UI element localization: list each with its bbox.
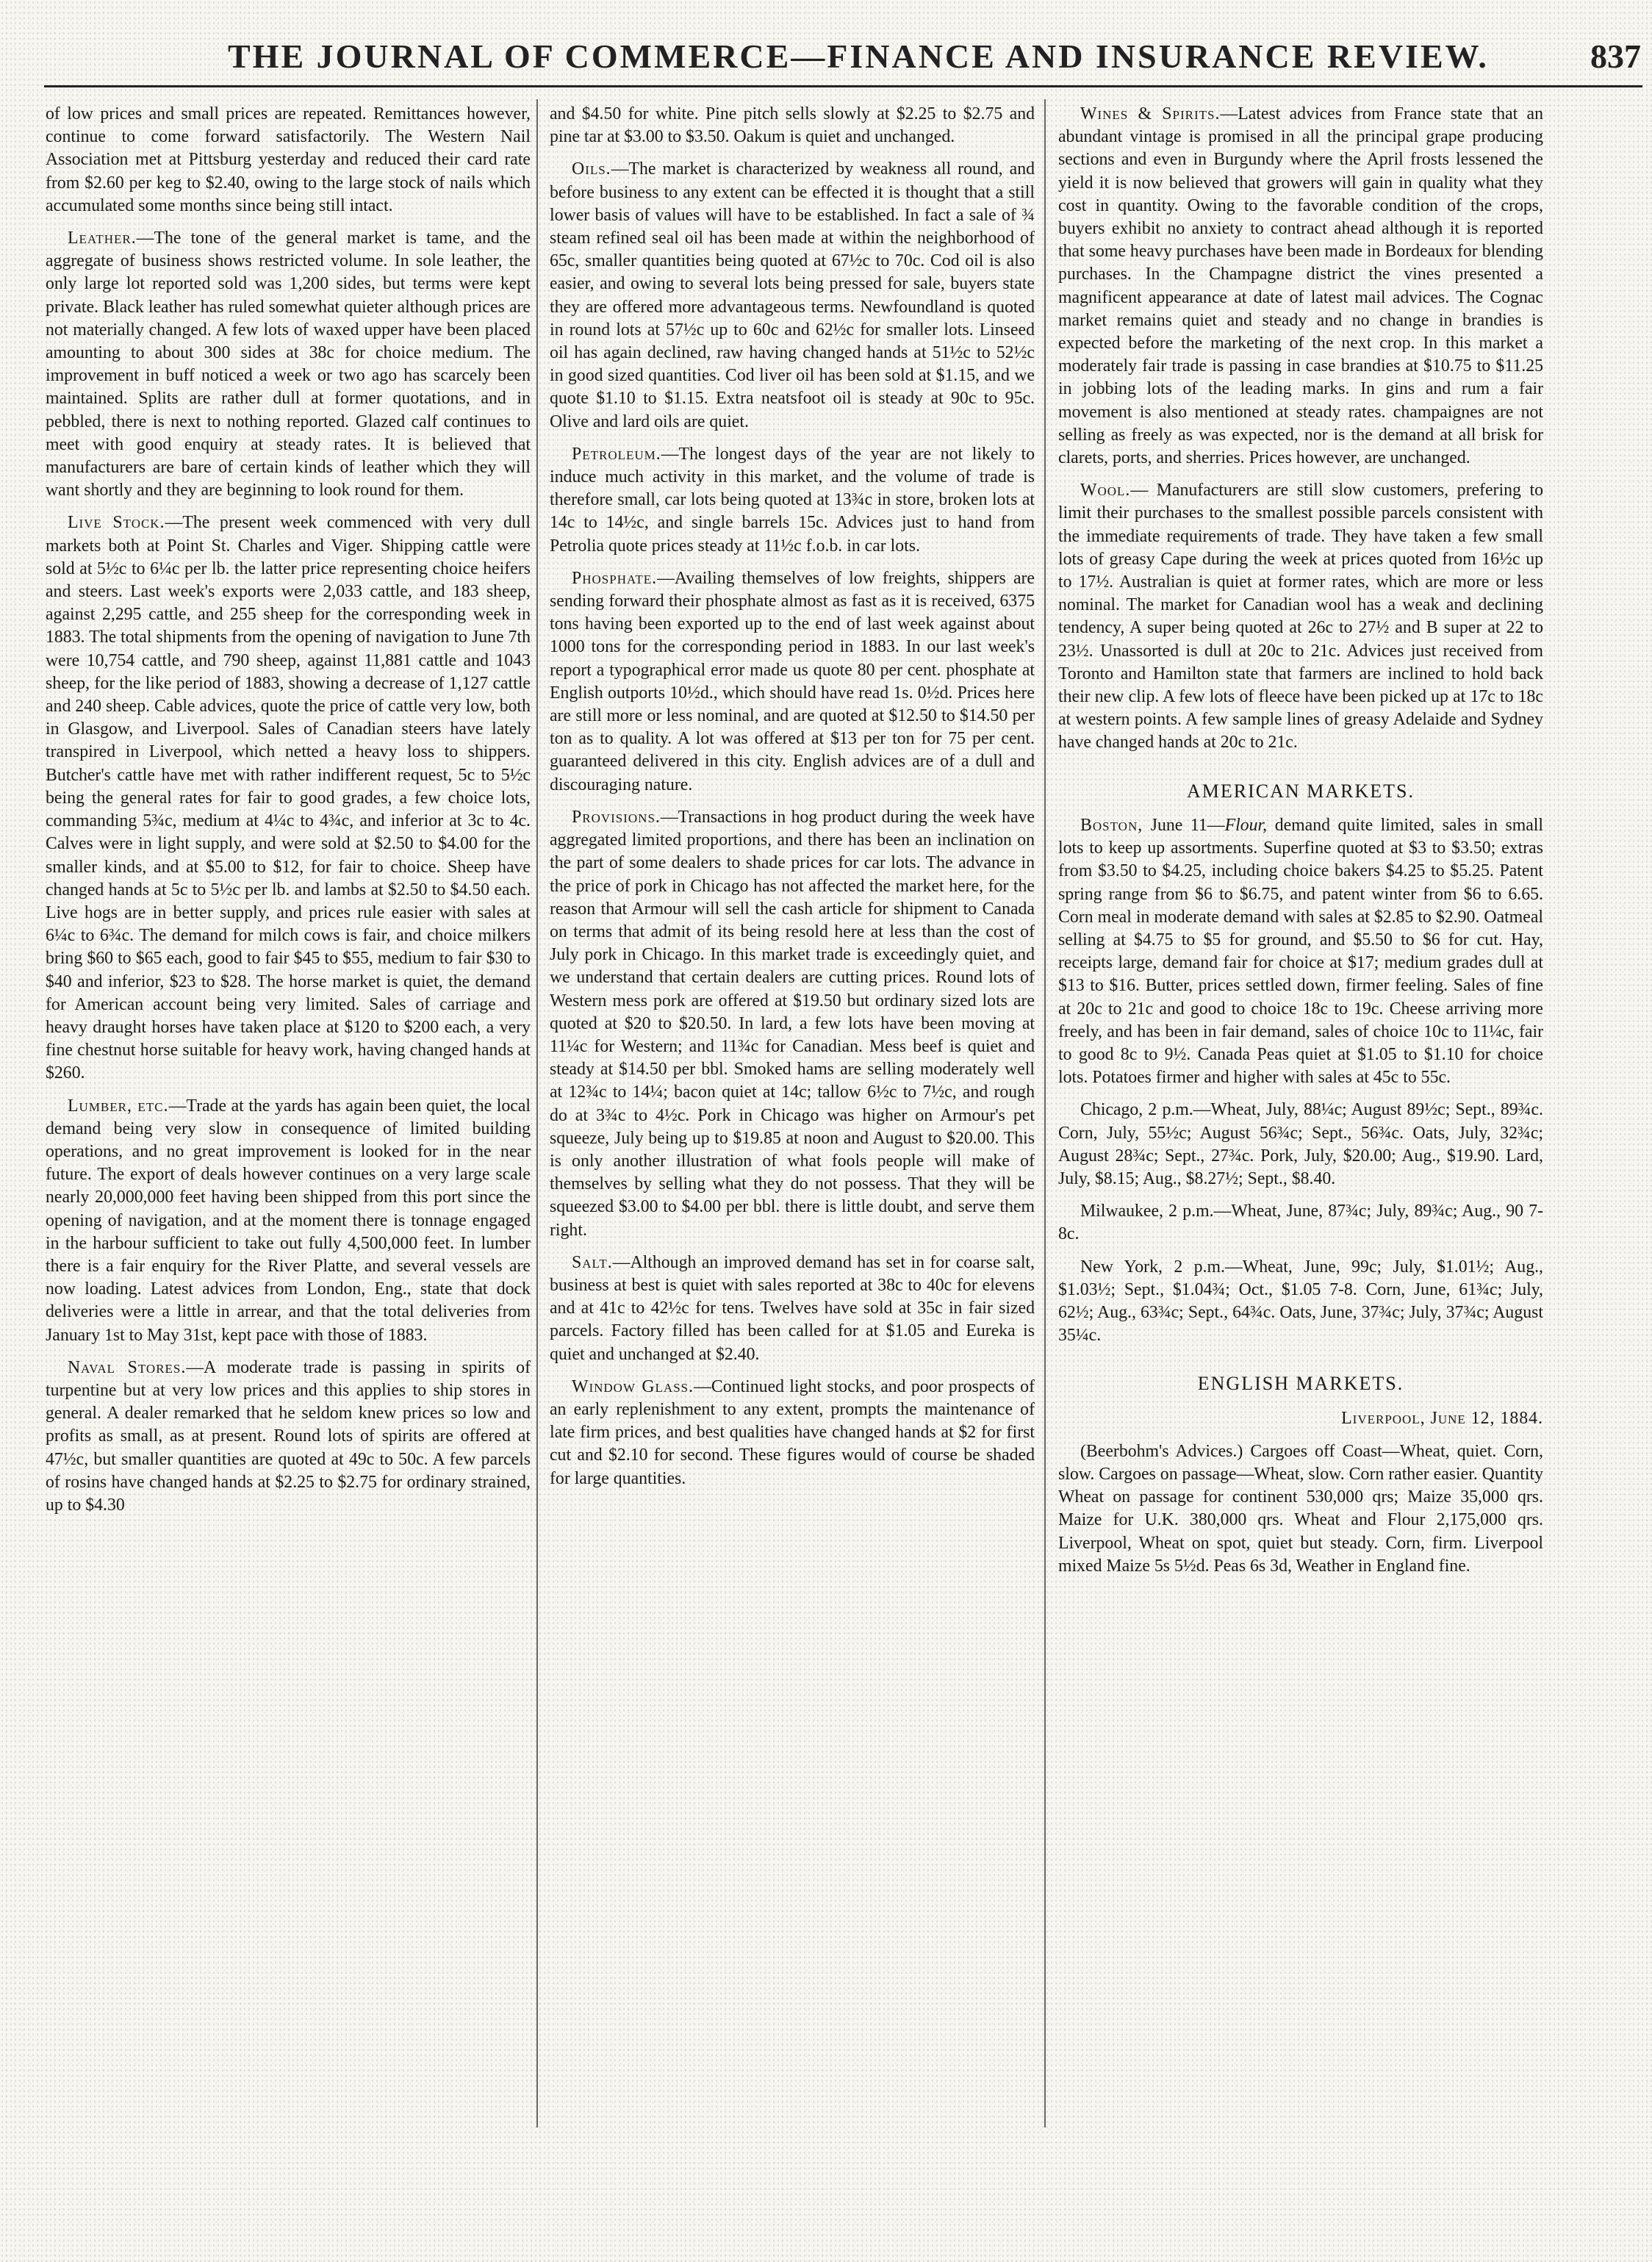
article-body: — Manufacturers are still slow customers, prefering to limit their purchases to the smallest possible parcels consistent with the immediate requirements of trade. They have taken a few small lots of greasy Cape during the week at prices quoted from 16½c up to 17½. Australian is quiet at former rates, which are more or less nominal. The market for Canadian wool has a weak and declining tendency, A super being quoted at 26c to 27½ and B super at 22 to 23½. Unassorted is dull at 20c to 21c. Advices just received from Toronto and Hamilton state that farmers are inclined to hold back their new clip. A few lots of fleece have been picked up at 17c to 18c at western points. A few sample lines of greasy Adelaide and Sydney have changed hands at 20c to 21c. xyxy=(1058,481,1543,753)
section-heading: Live Stock. xyxy=(68,513,165,533)
american-markets-title: AMERICAN MARKETS. xyxy=(1187,780,1415,802)
market-liverpool: (Beerbohm's Advices.) Cargoes off Coast—Wheat, quiet. Corn, slow. Cargoes on passage—Wheat, slow. Corn rather easier. Quantity Wheat on passage for continent 530,000 qrs; Maize 35,000 qrs. Maize for U.K. 380,000 qrs. Wheat and Flour 2,175,000 qrs. Liverpool, Wheat on spot, quiet but steady. Corn, firm. Liverpool mixed Maize 5s 5½d. Peas 6s 3d, Weather in England fine. xyxy=(1058,1441,1543,1576)
section-heading: Window Glass. xyxy=(572,1376,694,1396)
article-continuation: of low prices and small prices are repeated. Remittances however, continue to come forward satisfactorily. The Western Nail Association met at Pittsburg yesterday and reduced their card rate from $2.60 per keg to $2.40, owing to the large stock of nails which accumulated some months since being still intact. xyxy=(46,104,531,215)
section-heading: Salt. xyxy=(572,1252,613,1272)
article-salt xyxy=(550,1252,1035,1366)
section-heading: Phosphate. xyxy=(572,568,658,588)
market-new-york: New York, 2 p.m.—Wheat, June, 99c; July, $1.01½; Aug., $1.03½; Sept., $1.04¾; Oct., $1.05 7-8. Corn, June, 61¾c; July, 62½; Aug., 63¾c; Sept., 64¾c. Oats, June, 37¾c; July, 37¾c; August 35¼c. xyxy=(1058,1257,1543,1346)
article-body: —The longest days of the year are not likely to induce much activity in this market, and the volume of trade is therefore small, car lots being quoted at 13¾c in store, broken lots at 14c to 14½c, and single barrels 15c. Advices just to hand from Petrolia quote prices steady at 11½c f.o.b. in car lots. xyxy=(550,444,1035,556)
commodity-label: Flour, xyxy=(1224,815,1268,835)
article-body: demand quite limited, sales in small lots to keep up assortments. Superfine quoted at $3 to $3.50; extras from $3.50 to $4.25, including choice bakers $4.25 to $5.25. Patent spring range from $6 to $6.75, and patent winter from $6 to 6.65. Corn meal in moderate demand with sales at $2.85 to $2.90. Oatmeal selling at $4.75 to $5 for ground, and $5.50 to $6 for cut. Hay, receipts large, demand fair for choice at $17; medium grades dull at $13 to $16. Butter, prices settled down, firmer feeling. Sales of fine at 20c to 21c and good to choice 18c to 19c. Cheese arriving more freely, and has been in fair demand, sales of choice 10c to 11¼c, fair to good 8c to 9½. Canada Peas quiet at $1.05 to $1.10 for choice lots. Potatoes firmer and higher with sales at 45c to 55c. xyxy=(1058,815,1543,1088)
english-markets-title: ENGLISH MARKETS. xyxy=(1197,1373,1404,1395)
section-heading: Wool. xyxy=(1080,481,1131,500)
article-provisions xyxy=(550,806,1035,1242)
section-heading: Wines & Spirits. xyxy=(1080,104,1221,123)
section-heading: Naval Stores. xyxy=(68,1357,187,1377)
article-phosphate xyxy=(550,567,1035,797)
report-date: June 11— xyxy=(1150,815,1225,835)
article-wines-spirits xyxy=(1058,103,1543,470)
section-heading: Lumber, etc. xyxy=(68,1096,169,1116)
article-window-glass xyxy=(550,1376,1035,1490)
article-body: —Transactions in hog product during the week have aggregated limited proportions, and there has been an inclination on the part of some dealers to shade prices for car lots. The advance in the price of pork in Chicago has not affected the market here, for the reason that Armour will sell the cash article for shipment to Canada on terms that admit of its being resold here at less than the cost of July pork in Chicago. In this market trade is exceedingly quiet, and we understand that certain dealers are cutting prices. Round lots of Western mess pork are offered at $19.50 but ordinary sized lots are quoted at $20 to $20.50. In lard, a few lots have been moving at 11¼c for Western; and 11¾c for Canadian. Mess beef is quiet and steady at $14.50 per bbl. Smoked hams are selling moderately well at 12¾c to 14¼; bacon quiet at 14c; tallow 6½c to 7½c, and rough do at 3¾c to 4½c. Pork in Chicago was higher on Armour's pet squeeze, July being up to $19.85 at noon and August to $20.00. This is only another illustration of what fools people will make of themselves by selling what they do not possess. That they will be squeezed $3.00 to $4.00 per bbl. there is little doubt, and serve them right. xyxy=(550,807,1035,1240)
article-body: —Latest advices from France state that an abundant vintage is promised in all the principal grape producing sections and even in Burgundy where the April frosts lessened the yield it is now believed that growers will gain in quality what they cost in quantity. Owing to the favorable condition of the crops, buyers exhibit no anxiety to contract ahead although it is reported that some heavy purchases have been made in Bordeaux for blending purchases. In the Champagne district the vines presented a magnificent appearance at date of latest mail advices. The Cognac market remains quiet and steady and no change in brandies is expected before the marketing of the next crop. In this market a moderately fair trade is passing in case brandies at $10.75 to $11.25 in jobbing lots of the leading marks. In gins and rum a fair movement is also mentioned at steady rates. champaignes are not selling as freely as was expected, nor is the demand at all brisk for clarets, ports, and sherries. Prices however, are unchanged. xyxy=(1058,104,1543,468)
article-naval-stores xyxy=(46,1357,531,1517)
column-3 xyxy=(1058,103,1543,2146)
running-title: THE JOURNAL OF COMMERCE—FINANCE AND INSURANCE REVIEW. xyxy=(228,37,1489,75)
section-heading: Leather. xyxy=(68,229,137,248)
article-body: —The tone of the general market is tame, and the aggregate of business shows restricted volume. In sole leather, the only large lot reported sold was 1,200 sides, but terms were kept private. Black leather has ruled somewhat quieter although prices are not materially changed. A few lots of waxed upper have been placed amounting to about 300 sides at 38c for choice medium. The improvement in buff noticed a week or two ago has scarcely been maintained. Splits are rather dull at former quotations, and in pebbled, there is next to nothing reported. Glazed calf continues to meet with good enquiry at steady rates. It is believed that manufacturers are bare of certain kinds of leather which they will want shortly and they are beginning to look round for them. xyxy=(46,229,531,500)
article-body: —Availing themselves of low freights, shippers are sending forward their phosphate almost as fast as it is received, 6375 tons having been exported up to the end of last week against about 1000 tons for the corresponding period in 1883. In our last week's report a typographical error made us quote 80 per cent. phosphate at English outports 10½d., which should have read 1s. 0½d. Prices here are still more or less nominal, and are quoted at $12.50 to $14.50 per ton as to quality. A lot was offered at $13 per ton for 75 per cent. guaranteed delivered in this city. English advices are of a dull and discouraging nature. xyxy=(550,568,1035,794)
article-body: —The present week commenced with very dull markets both at Point St. Charles and Viger. Shipping cattle were sold at 5½c to 6¼c per lb. the latter price representing choice heifers and steers. Last week's exports were 2,033 cattle, and 183 sheep, against 2,295 cattle, and 255 sheep for the corresponding week in 1883. The total shipments from the opening of navigation to June 7th were 10,754 cattle, and 790 sheep, against 11,881 cattle and 1043 sheep, for the like period of 1883, showing a decrease of 1,127 cattle and 240 sheep. Cable advices, quote the price of cattle very low, both in Glasgow, and Liverpool. Sales of Canadian steers have lately transpired in Liverpool, which netted a heavy loss to shippers. Butcher's cattle have met with rather indifferent request, 5c to 5½c being the general rates for fair to good grades, a few choice lots, commanding 5¾c, medium at 4¼c to 4¾c, and inferior at 3c to 4c. Calves were in light supply, and were sold at $2.50 to $4.00 for the smaller kinds, and at $5.00 to $12, for fair to choice. Sheep have changed hands at 5c to 5½c per lb. and lambs at $2.50 to $4.50 each. Live hogs are in better supply, and prices rule easier with sales at 6¼c to 6¾c. The demand for milch cows is fair, and choice milkers bring $60 to $65 each, good to fair $45 to $55, medium to fair $30 to $40 and inferior, $23 to $28. The horse market is quiet, the demand for American account being very limited. Sales of carriage and heavy draught horses have taken place at $120 to $200 each, a very fine chestnut horse suitable for heavy work, having changed hands at $260. xyxy=(46,513,531,1083)
column-1 xyxy=(46,103,531,2146)
section-heading: Petroleum. xyxy=(572,444,661,464)
article-live-stock xyxy=(46,511,531,1085)
section-heading: Oils. xyxy=(572,159,611,179)
article-oils xyxy=(550,158,1035,433)
article-wool xyxy=(1058,479,1543,754)
market-milwaukee: Milwaukee, 2 p.m.—Wheat, June, 87¾c; July, 89¾c; Aug., 90 7-8c. xyxy=(1058,1202,1543,1244)
city-heading: Boston, xyxy=(1080,815,1143,835)
liverpool-dateline: Liverpool, June 12, 1884. xyxy=(1341,1408,1543,1428)
article-continuation: and $4.50 for white. Pine pitch sells slowly at $2.25 to $2.75 and pine tar at $3.00 to $3.50. Oakum is quiet and unchanged. xyxy=(550,104,1035,147)
article-body: —Continued light stocks, and poor prospects of an early replenishment to any extent, prompts the maintenance of late firm prices, and best qualities have changed hands at $2 for first cut and $2.10 for second. These figures would of course be shaded for large quantities. xyxy=(550,1376,1035,1488)
article-lumber xyxy=(46,1095,531,1347)
article-body: —The market is characterized by weakness all round, and before business to any extent can be effected it is thought that a still lower basis of values will have to be established. In fact a sale of ¾ steam refined seal oil has been made at within the neighborhood of 65c, smaller quantities being quoted at 67½c to 70c. Cod oil is also easier, and owing to several lots being pressed for sale, buyers state they are offered more advantageous terms. Newfoundland is quoted in round lots at 57½c up to 60c and 62½c for smaller lots. Linseed oil has again declined, raw having changed hands at 51½c to 52½c in good sized quantities. Cod liver oil has been sold at $1.15, and we quote $1.10 to $1.15. Extra neatsfoot oil is steady at 90c to 95c. Olive and lard oils are quiet. xyxy=(550,159,1035,431)
market-boston xyxy=(1058,814,1543,1089)
article-body: —Trade at the yards has again been quiet, the local demand being very slow in consequence of limited building operations, and no great improvement is looked for in the near future. The export of deals however continues on a very large scale nearly 20,000,000 feet having been shipped from this port since the opening of navigation, and at the moment there is tonnage engaged in the harbour sufficient to take out fully 4,500,000 feet. In lumber there is a fair enquiry for the River Platte, and several vessels are now loading. Latest advices from London, Eng., state that dock deliveries were a little in arrear, and that the total deliveries from January 1st to May 31st, kept pace with those of 1883. xyxy=(46,1096,531,1345)
column-rule xyxy=(536,99,538,2128)
market-chicago: Chicago, 2 p.m.—Wheat, July, 88¼c; August 89½c; Sept., 89¾c. Corn, July, 55½c; August 56¾c; Sept., 56¾c. Oats, July, 32¾c; August 28¾c; Sept., 27¾c. Pork, July, $20.00; Aug., $19.90. Lard, July, $8.15; Aug., $8.27½; Sept., $8.40. xyxy=(1058,1100,1543,1188)
section-heading: Provisions. xyxy=(572,807,661,827)
column-2 xyxy=(550,103,1035,2146)
page-number: 837 xyxy=(1590,37,1641,75)
running-header xyxy=(44,32,1642,87)
article-petroleum xyxy=(550,443,1035,558)
article-leather xyxy=(46,227,531,502)
article-body: —A moderate trade is passing in spirits of turpentine but at very low prices and this applies to ship stores in general. A dealer remarked that he seldom knew prices so low and profits as small, as at present. Round lots of spirits are offered at 47½c, but smaller quantities are quoted at 49c to 50c. A few parcels of rosins have changed hands at $2.25 to $2.75 for ordinary strained, up to $4.30 xyxy=(46,1357,531,1515)
column-rule xyxy=(1044,99,1046,2128)
article-body: —Although an improved demand has set in for coarse salt, business at best is quiet with sales reported at 38c to 40c for elevens and at 41c to 42½c for tens. Twelves have sold at 35c in fair sized parcels. Factory filled has been called for at $1.05 and Eureka is quiet and unchanged at $2.40. xyxy=(550,1252,1035,1364)
